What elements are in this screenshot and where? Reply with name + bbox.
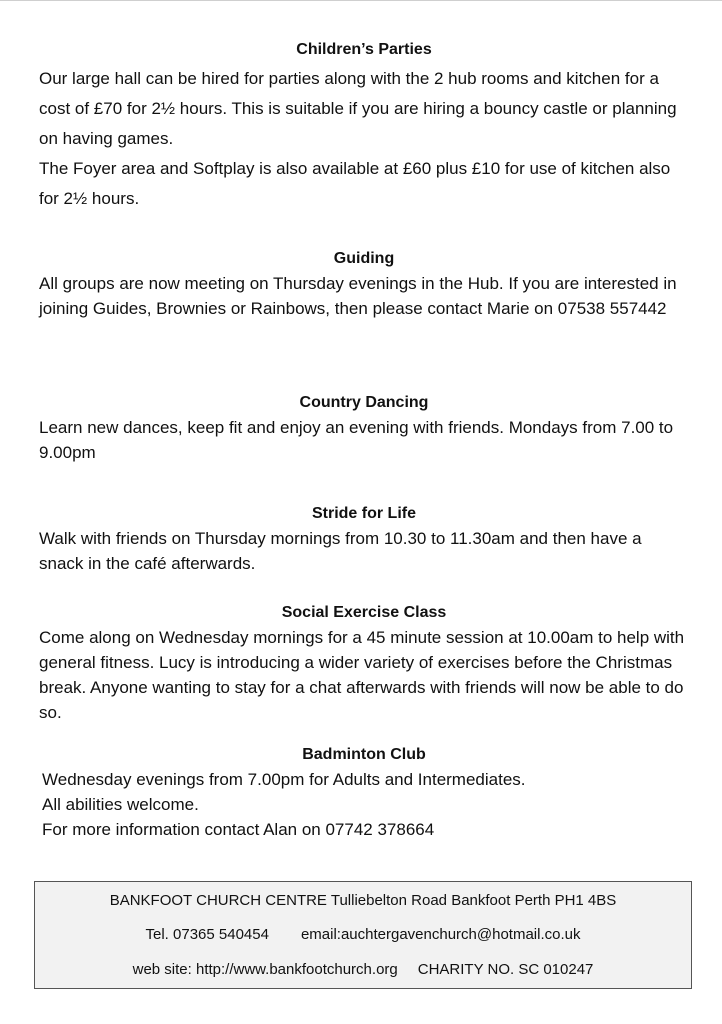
- section-title: Guiding: [333, 250, 395, 267]
- footer-email-link[interactable]: email:auchtergavenchurch@hotmail.co.uk: [300, 926, 581, 943]
- section-title: Social Exercise Class: [281, 604, 447, 621]
- section-badminton-club: [39, 744, 689, 842]
- footer-contact-line: [35, 925, 691, 945]
- section-paragraph: Our large hall can be hired for parties along with the 2 hub rooms and kitchen for a cost of £70 for 2½ hours. This is suitable if you are hiring a bouncy castle or planning on having games.: [39, 69, 677, 148]
- section-paragraph: Come along on Wednesday mornings for a 45 minute session at 10.00am to help with general fitness. Lucy is introducing a wider variety of exercises before the Christmas break. Anyone wanting to stay for a chat afterwards with friends will now be able to do so.: [39, 628, 685, 722]
- section-stride-for-life: [39, 503, 689, 576]
- section-title: Country Dancing: [299, 394, 429, 411]
- contact-footer: [34, 881, 692, 989]
- footer-website-link[interactable]: web site: http://www.bankfootchurch.org: [132, 961, 398, 978]
- section-paragraph: The Foyer area and Softplay is also available at £60 plus £10 for use of kitchen also for 2½ hours.: [39, 159, 671, 208]
- top-divider: [0, 0, 722, 1]
- footer-web-line: [35, 960, 691, 980]
- section-paragraph: Learn new dances, keep fit and enjoy an evening with friends. Mondays from 7.00 to 9.00pm: [39, 418, 674, 462]
- section-paragraph: All abilities welcome.: [42, 795, 199, 814]
- section-title: Badminton Club: [302, 746, 426, 763]
- footer-address: BANKFOOT CHURCH CENTRE Tulliebelton Road Bankfoot Perth PH1 4BS: [109, 892, 617, 909]
- section-country-dancing: [39, 392, 689, 465]
- section-social-exercise-class: [39, 602, 689, 725]
- footer-charity-number: CHARITY NO. SC 010247: [417, 961, 594, 978]
- section-title: Stride for Life: [311, 505, 416, 522]
- section-paragraph: All groups are now meeting on Thursday evenings in the Hub. If you are interested in joining Guides, Brownies or Rainbows, then please contact Marie on 07538 557442: [39, 274, 677, 318]
- section-paragraph: Wednesday evenings from 7.00pm for Adults and Intermediates.: [42, 770, 526, 789]
- section-guiding: [39, 248, 689, 321]
- section-title: Children’s Parties: [296, 41, 432, 58]
- section-paragraph: For more information contact Alan on 07742 378664: [42, 820, 435, 839]
- footer-tel: Tel. 07365 540454: [145, 926, 269, 943]
- section-paragraph: Walk with friends on Thursday mornings from 10.30 to 11.30am and then have a snack in the café afterwards.: [39, 529, 642, 573]
- section-childrens-parties: [39, 39, 689, 214]
